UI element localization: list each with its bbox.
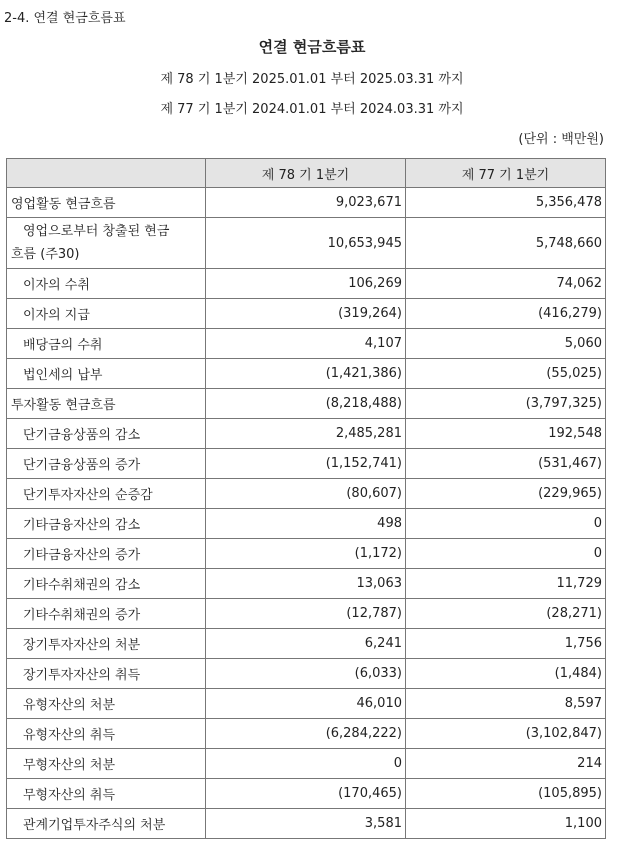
row-label: 단기금융상품의 감소: [7, 419, 206, 449]
row-label: 투자활동 현금흐름: [7, 389, 206, 419]
prior-value: (229,965): [406, 479, 606, 509]
current-value: (80,607): [206, 479, 406, 509]
prior-value: (3,797,325): [406, 389, 606, 419]
current-value: (319,264): [206, 299, 406, 329]
table-row: [7, 629, 606, 659]
current-value: 6,241: [206, 629, 406, 659]
current-value: (6,033): [206, 659, 406, 689]
current-value: (8,218,488): [206, 389, 406, 419]
current-value: 498: [206, 509, 406, 539]
current-value: (1,172): [206, 539, 406, 569]
prior-value: 5,356,478: [406, 188, 606, 218]
table-row: [7, 269, 606, 299]
prior-value: 1,756: [406, 629, 606, 659]
section-label: 2-4. 연결 현금흐름표: [4, 11, 126, 26]
prior-value: 0: [406, 539, 606, 569]
unit-label: (단위 : 백만원): [518, 132, 604, 147]
row-label: [7, 218, 206, 269]
table-row: [7, 569, 606, 599]
current-value: 4,107: [206, 329, 406, 359]
row-label: 무형자산의 처분: [7, 749, 206, 779]
table-row: [7, 218, 606, 269]
row-label: 단기금융상품의 증가: [7, 449, 206, 479]
current-value: (12,787): [206, 599, 406, 629]
row-label: 관계기업투자주식의 처분: [7, 809, 206, 839]
prior-value: (28,271): [406, 599, 606, 629]
prior-value: 5,748,660: [406, 218, 606, 269]
cash-flow-table: [6, 158, 606, 839]
current-value: 3,581: [206, 809, 406, 839]
current-value: 13,063: [206, 569, 406, 599]
prior-value: (1,484): [406, 659, 606, 689]
current-value: 10,653,945: [206, 218, 406, 269]
prior-value: 192,548: [406, 419, 606, 449]
table-row: [7, 479, 606, 509]
table-row: [7, 539, 606, 569]
current-value: 46,010: [206, 689, 406, 719]
row-label: 장기투자자산의 처분: [7, 629, 206, 659]
prior-value: 214: [406, 749, 606, 779]
table-row: [7, 599, 606, 629]
prior-value: 8,597: [406, 689, 606, 719]
row-label: 이자의 지급: [7, 299, 206, 329]
prior-value: 11,729: [406, 569, 606, 599]
row-label: 법인세의 납부: [7, 359, 206, 389]
current-value: 9,023,671: [206, 188, 406, 218]
table-row: [7, 809, 606, 839]
row-label: 무형자산의 취득: [7, 779, 206, 809]
table-row: [7, 389, 606, 419]
prior-value: (105,895): [406, 779, 606, 809]
table-row: [7, 359, 606, 389]
current-value: (1,152,741): [206, 449, 406, 479]
statement-title: 연결 현금흐름표: [258, 38, 366, 56]
prior-value: (55,025): [406, 359, 606, 389]
prior-value: (416,279): [406, 299, 606, 329]
prior-value: 0: [406, 509, 606, 539]
current-value: 2,485,281: [206, 419, 406, 449]
table-row: [7, 449, 606, 479]
table-row: [7, 719, 606, 749]
table-row: [7, 689, 606, 719]
table-row: [7, 299, 606, 329]
table-row: [7, 509, 606, 539]
prior-value: 74,062: [406, 269, 606, 299]
header-label-cell: [7, 159, 206, 188]
table-row: [7, 188, 606, 218]
current-value: (170,465): [206, 779, 406, 809]
table-row: [7, 779, 606, 809]
row-label: 영업활동 현금흐름: [7, 188, 206, 218]
header-prior-period: 제 77 기 1분기: [406, 159, 606, 188]
prior-value: (531,467): [406, 449, 606, 479]
current-value: (1,421,386): [206, 359, 406, 389]
current-value: 0: [206, 749, 406, 779]
row-label-line2: 흐름 (주30): [11, 247, 80, 262]
header-current-period: 제 78 기 1분기: [206, 159, 406, 188]
table-header-row: [7, 159, 606, 188]
table-row: [7, 419, 606, 449]
row-label: 기타금융자산의 증가: [7, 539, 206, 569]
prior-value: 1,100: [406, 809, 606, 839]
row-label: 이자의 수취: [7, 269, 206, 299]
table-row: [7, 749, 606, 779]
row-label: 기타금융자산의 감소: [7, 509, 206, 539]
row-label: 기타수취채권의 증가: [7, 599, 206, 629]
period-prior: 제 77 기 1분기 2024.01.01 부터 2024.03.31 까지: [160, 102, 464, 117]
prior-value: (3,102,847): [406, 719, 606, 749]
row-label: 배당금의 수취: [7, 329, 206, 359]
prior-value: 5,060: [406, 329, 606, 359]
row-label-line1: 영업으로부터 창출된 현금: [23, 224, 170, 239]
row-label: 기타수취채권의 감소: [7, 569, 206, 599]
table-row: [7, 329, 606, 359]
current-value: 106,269: [206, 269, 406, 299]
row-label: 장기투자자산의 취득: [7, 659, 206, 689]
current-value: (6,284,222): [206, 719, 406, 749]
table-row: [7, 659, 606, 689]
row-label: 유형자산의 취득: [7, 719, 206, 749]
row-label: 단기투자자산의 순증감: [7, 479, 206, 509]
period-current: 제 78 기 1분기 2025.01.01 부터 2025.03.31 까지: [160, 72, 464, 87]
row-label: 유형자산의 처분: [7, 689, 206, 719]
